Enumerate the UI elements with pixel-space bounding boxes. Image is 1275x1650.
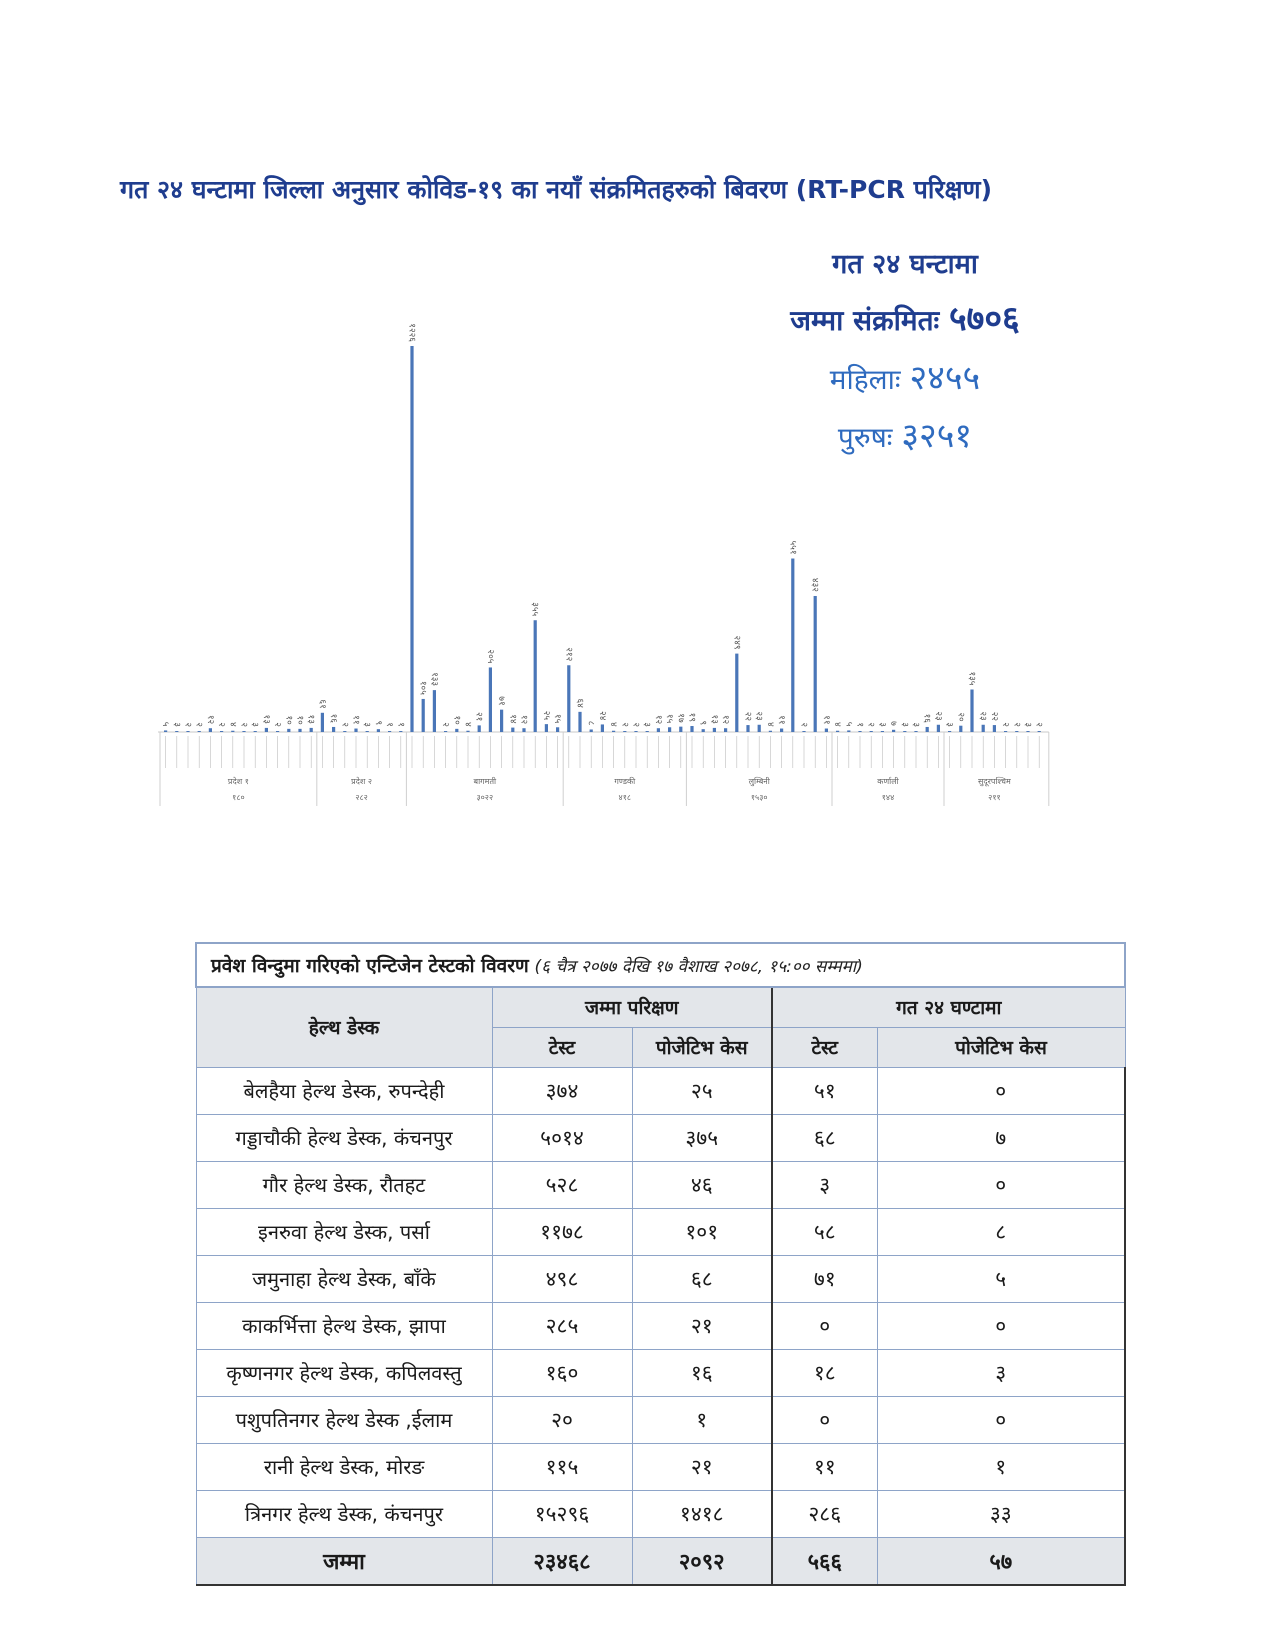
bar-value-label: १३ [708, 714, 719, 724]
bar-value-label: १५ [552, 713, 563, 724]
chart-bar [410, 346, 413, 732]
group-label: प्रदेश २ [351, 777, 373, 786]
chart-bar [814, 596, 817, 732]
chart-bar [377, 729, 380, 732]
bar-value-label: २ [1011, 722, 1022, 727]
bar-value-label: २०५ [484, 649, 495, 664]
table-row [196, 1490, 1125, 1537]
bar-value-label: २१२ [563, 647, 574, 662]
header-24h-test: टेस्ट [772, 1027, 877, 1067]
chart-bar [679, 727, 682, 732]
chart-bar [802, 731, 805, 732]
chart-bar [567, 665, 570, 732]
24h-positive-cell: ७ [877, 1114, 1125, 1161]
table-row [196, 1114, 1125, 1161]
24h-positive-cell: ० [877, 1161, 1125, 1208]
group-label: लुम्बिनी [748, 777, 770, 786]
bar-value-label: २० [955, 712, 966, 722]
total-24h-test: ५६६ [772, 1537, 877, 1585]
chart-bar [578, 712, 581, 732]
chart-bar [265, 728, 268, 732]
total-test-cell: ५०१४ [492, 1114, 632, 1161]
group-label: गण्डकी [614, 777, 636, 786]
bar-value-label: ४३२ [809, 577, 820, 592]
chart-bar [175, 731, 178, 732]
group-label: कर्णाली [877, 777, 899, 786]
chart-bar [903, 731, 906, 732]
bar-value-label: ३ [944, 722, 955, 727]
chart-bar [623, 731, 626, 732]
bar-value-label: ११ [350, 715, 361, 725]
bar-value-label: २ [630, 722, 641, 727]
total-label: जम्मा [196, 1537, 492, 1585]
table-caption [196, 943, 1125, 987]
chart-bar [198, 731, 201, 732]
bar-value-label: ५ [160, 721, 171, 727]
chart-bar [466, 731, 469, 732]
total-test-cell: ५२८ [492, 1161, 632, 1208]
chart-bar [769, 731, 772, 732]
chart-bar [209, 728, 212, 732]
group-total-label: १४४ [881, 793, 895, 802]
chart-bar [948, 731, 951, 732]
group-total-label: १५३० [750, 793, 768, 802]
bar-value-label: २ [272, 722, 283, 727]
desk-name-cell: जमुनाहा हेल्थ डेस्क, बाँके [196, 1255, 492, 1302]
chart-bar [758, 725, 761, 732]
chart-bar [590, 729, 593, 732]
24h-test-cell: १८ [772, 1349, 877, 1396]
bar-value-label: ५ [843, 721, 854, 727]
chart-bar [702, 729, 705, 732]
24h-positive-cell: १ [877, 1443, 1125, 1490]
bar-value-label: २ [339, 722, 350, 727]
bar-value-label: १६ [328, 713, 339, 723]
chart-bar [455, 729, 458, 732]
24h-positive-cell: ८ [877, 1208, 1125, 1255]
group-label: सुदूरपश्चिम [977, 777, 1011, 786]
chart-bar [892, 730, 895, 732]
bar-value-label: २१ [473, 712, 484, 722]
total-positive-cell: २१ [632, 1302, 772, 1349]
desk-name-cell: बेलहैया हेल्थ डेस्क, रुपन्देही [196, 1067, 492, 1114]
antigen-test-table [195, 942, 1126, 1586]
bar-value-label: १३३ [428, 672, 439, 687]
bar-value-label: ३ [910, 722, 921, 727]
bar-value-label: १६ [921, 713, 932, 723]
bar-value-label: २ [182, 722, 193, 727]
chart-bar [366, 731, 369, 732]
bar-value-label: १३ [260, 714, 271, 724]
chart-bar [825, 729, 828, 732]
chart-bar [522, 728, 525, 732]
page-title: गत २४ घन्टामा जिल्ला अनुसार कोविड-१९ का नयाँ संक्रमितहरुको बिवरण (RT-PCR परिक्षण) [120, 175, 992, 204]
bar-value-label: ७ [888, 721, 899, 726]
table-caption-period: (६ चैत्र २०७७ देखि १७ वैशाख २०७८, १५:०० सम्ममा) [534, 957, 863, 977]
bar-value-label: १० [283, 715, 294, 725]
chart-bar [220, 731, 223, 732]
header-total-tests: जम्मा परिक्षण [492, 987, 772, 1027]
bar-value-label: २ [216, 722, 227, 727]
table-row [196, 1443, 1125, 1490]
bar-value-label: ३ [641, 722, 652, 727]
table-row [196, 1208, 1125, 1255]
bar-value-label: १ [395, 722, 406, 727]
group-label: बागमती [473, 777, 497, 786]
24h-positive-cell: ५ [877, 1255, 1125, 1302]
bar-value-label: ४ [764, 722, 775, 727]
bar-value-label: १० [294, 715, 305, 725]
summary-total-label: जम्मा संक्रमितः [790, 304, 940, 337]
chart-bar [332, 727, 335, 732]
chart-bar [746, 725, 749, 732]
bar-value-label: २ [440, 722, 451, 727]
24h-positive-cell: ३३ [877, 1490, 1125, 1537]
total-positive-cell: १४१८ [632, 1490, 772, 1537]
bar-value-label: २५ [540, 710, 551, 721]
bar-value-label: २ [865, 722, 876, 727]
total-positive-cell: ४६ [632, 1161, 772, 1208]
header-total-test: टेस्ट [492, 1027, 632, 1067]
bar-value-label: ३ [361, 722, 372, 727]
chart-bar [433, 690, 436, 732]
group-total-label: ४१८ [618, 793, 632, 802]
bar-value-label: २३ [977, 711, 988, 721]
bar-value-label: २४ [596, 711, 607, 721]
bar-value-label: ४ [462, 722, 473, 727]
bar-value-label: १ [384, 722, 395, 727]
header-24h-positive: पोजेटिभ केस [877, 1027, 1125, 1067]
total-test-cell: ३७४ [492, 1067, 632, 1114]
bar-value-label: ३ [249, 722, 260, 727]
chart-bar [511, 728, 514, 732]
summary-male-value: ३२५१ [901, 416, 973, 456]
chart-bar [690, 726, 693, 732]
bar-value-label: २ [238, 722, 249, 727]
desk-name-cell: काकर्भित्ता हेल्थ डेस्क, झापा [196, 1302, 492, 1349]
chart-bar [612, 731, 615, 732]
bar-value-label: ६१ [316, 699, 327, 709]
bar-value-label: १४ [507, 714, 518, 724]
chart-bar [556, 727, 559, 732]
desk-name-cell: पशुपतिनगर हेल्थ डेस्क ,ईलाम [196, 1396, 492, 1443]
bar-value-label: ३ [171, 722, 182, 727]
24h-test-cell: ० [772, 1396, 877, 1443]
table-row [196, 1161, 1125, 1208]
chart-bar [287, 729, 290, 732]
summary-heading: गत २४ घन्टामा [832, 249, 978, 280]
total-test-cell: १६० [492, 1349, 632, 1396]
total-positive-cell: १६ [632, 1349, 772, 1396]
chart-bar [242, 731, 245, 732]
header-last-24h: गत २४ घण्टामा [772, 987, 1125, 1027]
bar-value-label: २ [798, 722, 809, 727]
chart-bar [354, 729, 357, 732]
table-row [196, 1396, 1125, 1443]
chart-bar [646, 731, 649, 732]
chart-bar [970, 689, 973, 732]
bar-value-label: २ [1033, 722, 1044, 727]
chart-bar [847, 730, 850, 732]
total-test-cell: ११५ [492, 1443, 632, 1490]
header-total-positive: पोजेटिभ केस [632, 1027, 772, 1067]
24h-test-cell: ११ [772, 1443, 877, 1490]
chart-bar [601, 724, 604, 732]
bar-value-label: १२ [652, 714, 663, 725]
chart-bar [993, 725, 996, 732]
total-test-cell: २८५ [492, 1302, 632, 1349]
summary-female-value: २४५५ [909, 358, 981, 398]
chart-bar [388, 731, 391, 732]
bar-value-label: २३ [932, 711, 943, 721]
chart-bar [534, 620, 537, 732]
bar-value-label: १९ [686, 712, 697, 723]
bar-value-label: ३ [876, 722, 887, 727]
chart-bar [836, 731, 839, 732]
24h-test-cell: २८६ [772, 1490, 877, 1537]
group-total-label: ३०२२ [476, 793, 494, 802]
bar-value-label: ३५५ [529, 602, 540, 617]
chart-bar [489, 667, 492, 732]
chart-bar [724, 728, 727, 732]
24h-positive-cell: ० [877, 1067, 1125, 1114]
chart-bar [231, 731, 234, 732]
chart-bar [422, 699, 425, 732]
chart-bar [657, 728, 660, 732]
bar-value-label: १ [854, 722, 865, 727]
total-positive-cell: १ [632, 1396, 772, 1443]
total-test-cell: ४९८ [492, 1255, 632, 1302]
bar-value-label: २४९ [731, 635, 742, 650]
chart-bar [254, 731, 257, 732]
total-positive-cell: १०१ [632, 1208, 772, 1255]
desk-name-cell: गड्डाचौकी हेल्थ डेस्क, कंचनपुर [196, 1114, 492, 1161]
bar-value-label: ५५१ [787, 540, 798, 555]
24h-test-cell: ५८ [772, 1208, 877, 1255]
total-test: २३४६८ [492, 1537, 632, 1585]
chart-bar [186, 731, 189, 732]
24h-test-cell: ७१ [772, 1255, 877, 1302]
summary-male-label: पुरुषः [837, 421, 893, 454]
total-test-cell: ११७८ [492, 1208, 632, 1255]
bar-value-label: ७१ [496, 696, 507, 706]
total-positive-cell: ६८ [632, 1255, 772, 1302]
bar-value-label: ४ [608, 722, 619, 727]
group-total-label: २८२ [355, 793, 368, 802]
bar-value-label: १२ [204, 714, 215, 725]
chart-bar [545, 724, 548, 732]
chart-bar [959, 726, 962, 732]
bar-value-label: २ [619, 722, 630, 727]
bar-value-label: २२ [988, 711, 999, 722]
bar-value-label: ८ [585, 720, 596, 726]
bar-value-label: ३ [1022, 722, 1033, 727]
total-test-cell: २० [492, 1396, 632, 1443]
summary-female-label: महिलाः [829, 363, 901, 396]
chart-bar [926, 727, 929, 732]
bar-value-label: १३ [305, 714, 316, 724]
bar-value-label: १७ [675, 713, 686, 723]
chart-bar [321, 713, 324, 732]
24h-positive-cell: ० [877, 1302, 1125, 1349]
desk-name-cell: इनरुवा हेल्थ डेस्क, पर्सा [196, 1208, 492, 1255]
table-total-row [196, 1537, 1125, 1585]
desk-name-cell: त्रिनगर हेल्थ डेस्क, कंचनपुर [196, 1490, 492, 1537]
chart-bar [937, 725, 940, 732]
total-test-cell: १५२९६ [492, 1490, 632, 1537]
desk-name-cell: गौर हेल्थ डेस्क, रौतहट [196, 1161, 492, 1208]
chart-bar [500, 710, 503, 732]
total-positive-cell: २१ [632, 1443, 772, 1490]
chart-bar [399, 731, 402, 732]
24h-test-cell: ५१ [772, 1067, 877, 1114]
bar-value-label: १२२६ [406, 323, 417, 342]
chart-bar [735, 654, 738, 732]
chart-bar [634, 731, 637, 732]
header-health-desk: हेल्थ डेस्क [196, 987, 492, 1067]
chart-bar [780, 729, 783, 732]
chart-bar [164, 730, 167, 732]
chart-bar [298, 729, 301, 732]
bar-value-label: १२ [720, 714, 731, 725]
desk-name-cell: रानी हेल्थ डेस्क, मोरङ [196, 1443, 492, 1490]
chart-bar [343, 731, 346, 732]
bar-value-label: १३५ [966, 671, 977, 686]
chart-bar [982, 725, 985, 732]
24h-positive-cell: ३ [877, 1349, 1125, 1396]
total-positive-cell: ३७५ [632, 1114, 772, 1161]
chart-bar [858, 731, 861, 732]
district-bar-chart [150, 300, 1070, 840]
group-total-label: १८० [232, 793, 245, 802]
24h-test-cell: ६८ [772, 1114, 877, 1161]
table-row [196, 1349, 1125, 1396]
group-total-label: २११ [988, 793, 1001, 802]
chart-bar [478, 725, 481, 732]
bar-value-label: ४ [227, 722, 238, 727]
bar-value-label: ३ [899, 722, 910, 727]
bar-value-label: २ [193, 722, 204, 727]
total-positive-cell: २५ [632, 1067, 772, 1114]
bar-value-label: २२ [742, 711, 753, 722]
bar-value-label: ११ [820, 715, 831, 725]
chart-bar [1038, 731, 1041, 732]
chart-bar [310, 728, 313, 732]
bar-value-label: ४ [832, 722, 843, 727]
chart-bar [713, 728, 716, 732]
chart-bar [881, 731, 884, 732]
chart-bar [276, 731, 279, 732]
bar-value-label: ६४ [574, 698, 585, 708]
group-label: प्रदेश १ [227, 777, 249, 786]
chart-bar [668, 727, 671, 732]
24h-positive-cell: ० [877, 1396, 1125, 1443]
bar-value-label: ११ [776, 715, 787, 725]
bar-value-label: १५ [664, 713, 675, 724]
bar-value-label: १० [451, 715, 462, 725]
summary-total-value: ५७०६ [948, 299, 1020, 339]
table-caption-title: प्रवेश विन्दुमा गरिएको एन्टिजेन टेस्टको विवरण [211, 955, 529, 977]
chart-bar [444, 731, 447, 732]
chart-bar [1015, 731, 1018, 732]
table-row [196, 1067, 1125, 1114]
24h-test-cell: ० [772, 1302, 877, 1349]
chart-bar [914, 731, 917, 732]
chart-bar [870, 731, 873, 732]
table-row [196, 1255, 1125, 1302]
24h-test-cell: ३ [772, 1161, 877, 1208]
bar-value-label: १०५ [417, 680, 428, 695]
total-24h-positive: ५७ [877, 1537, 1125, 1585]
bar-value-label: ९ [372, 720, 383, 726]
chart-bar [1026, 731, 1029, 732]
bar-value-label: ९ [697, 720, 708, 726]
table-row [196, 1302, 1125, 1349]
chart-bar [791, 559, 794, 732]
desk-name-cell: कृष्णनगर हेल्थ डेस्क, कपिलवस्तु [196, 1349, 492, 1396]
bar-value-label: २३ [753, 711, 764, 721]
chart-bar [1004, 731, 1007, 732]
total-positive: २०९२ [632, 1537, 772, 1585]
bar-value-label: २ [1000, 722, 1011, 727]
bar-value-label: १२ [518, 714, 529, 725]
